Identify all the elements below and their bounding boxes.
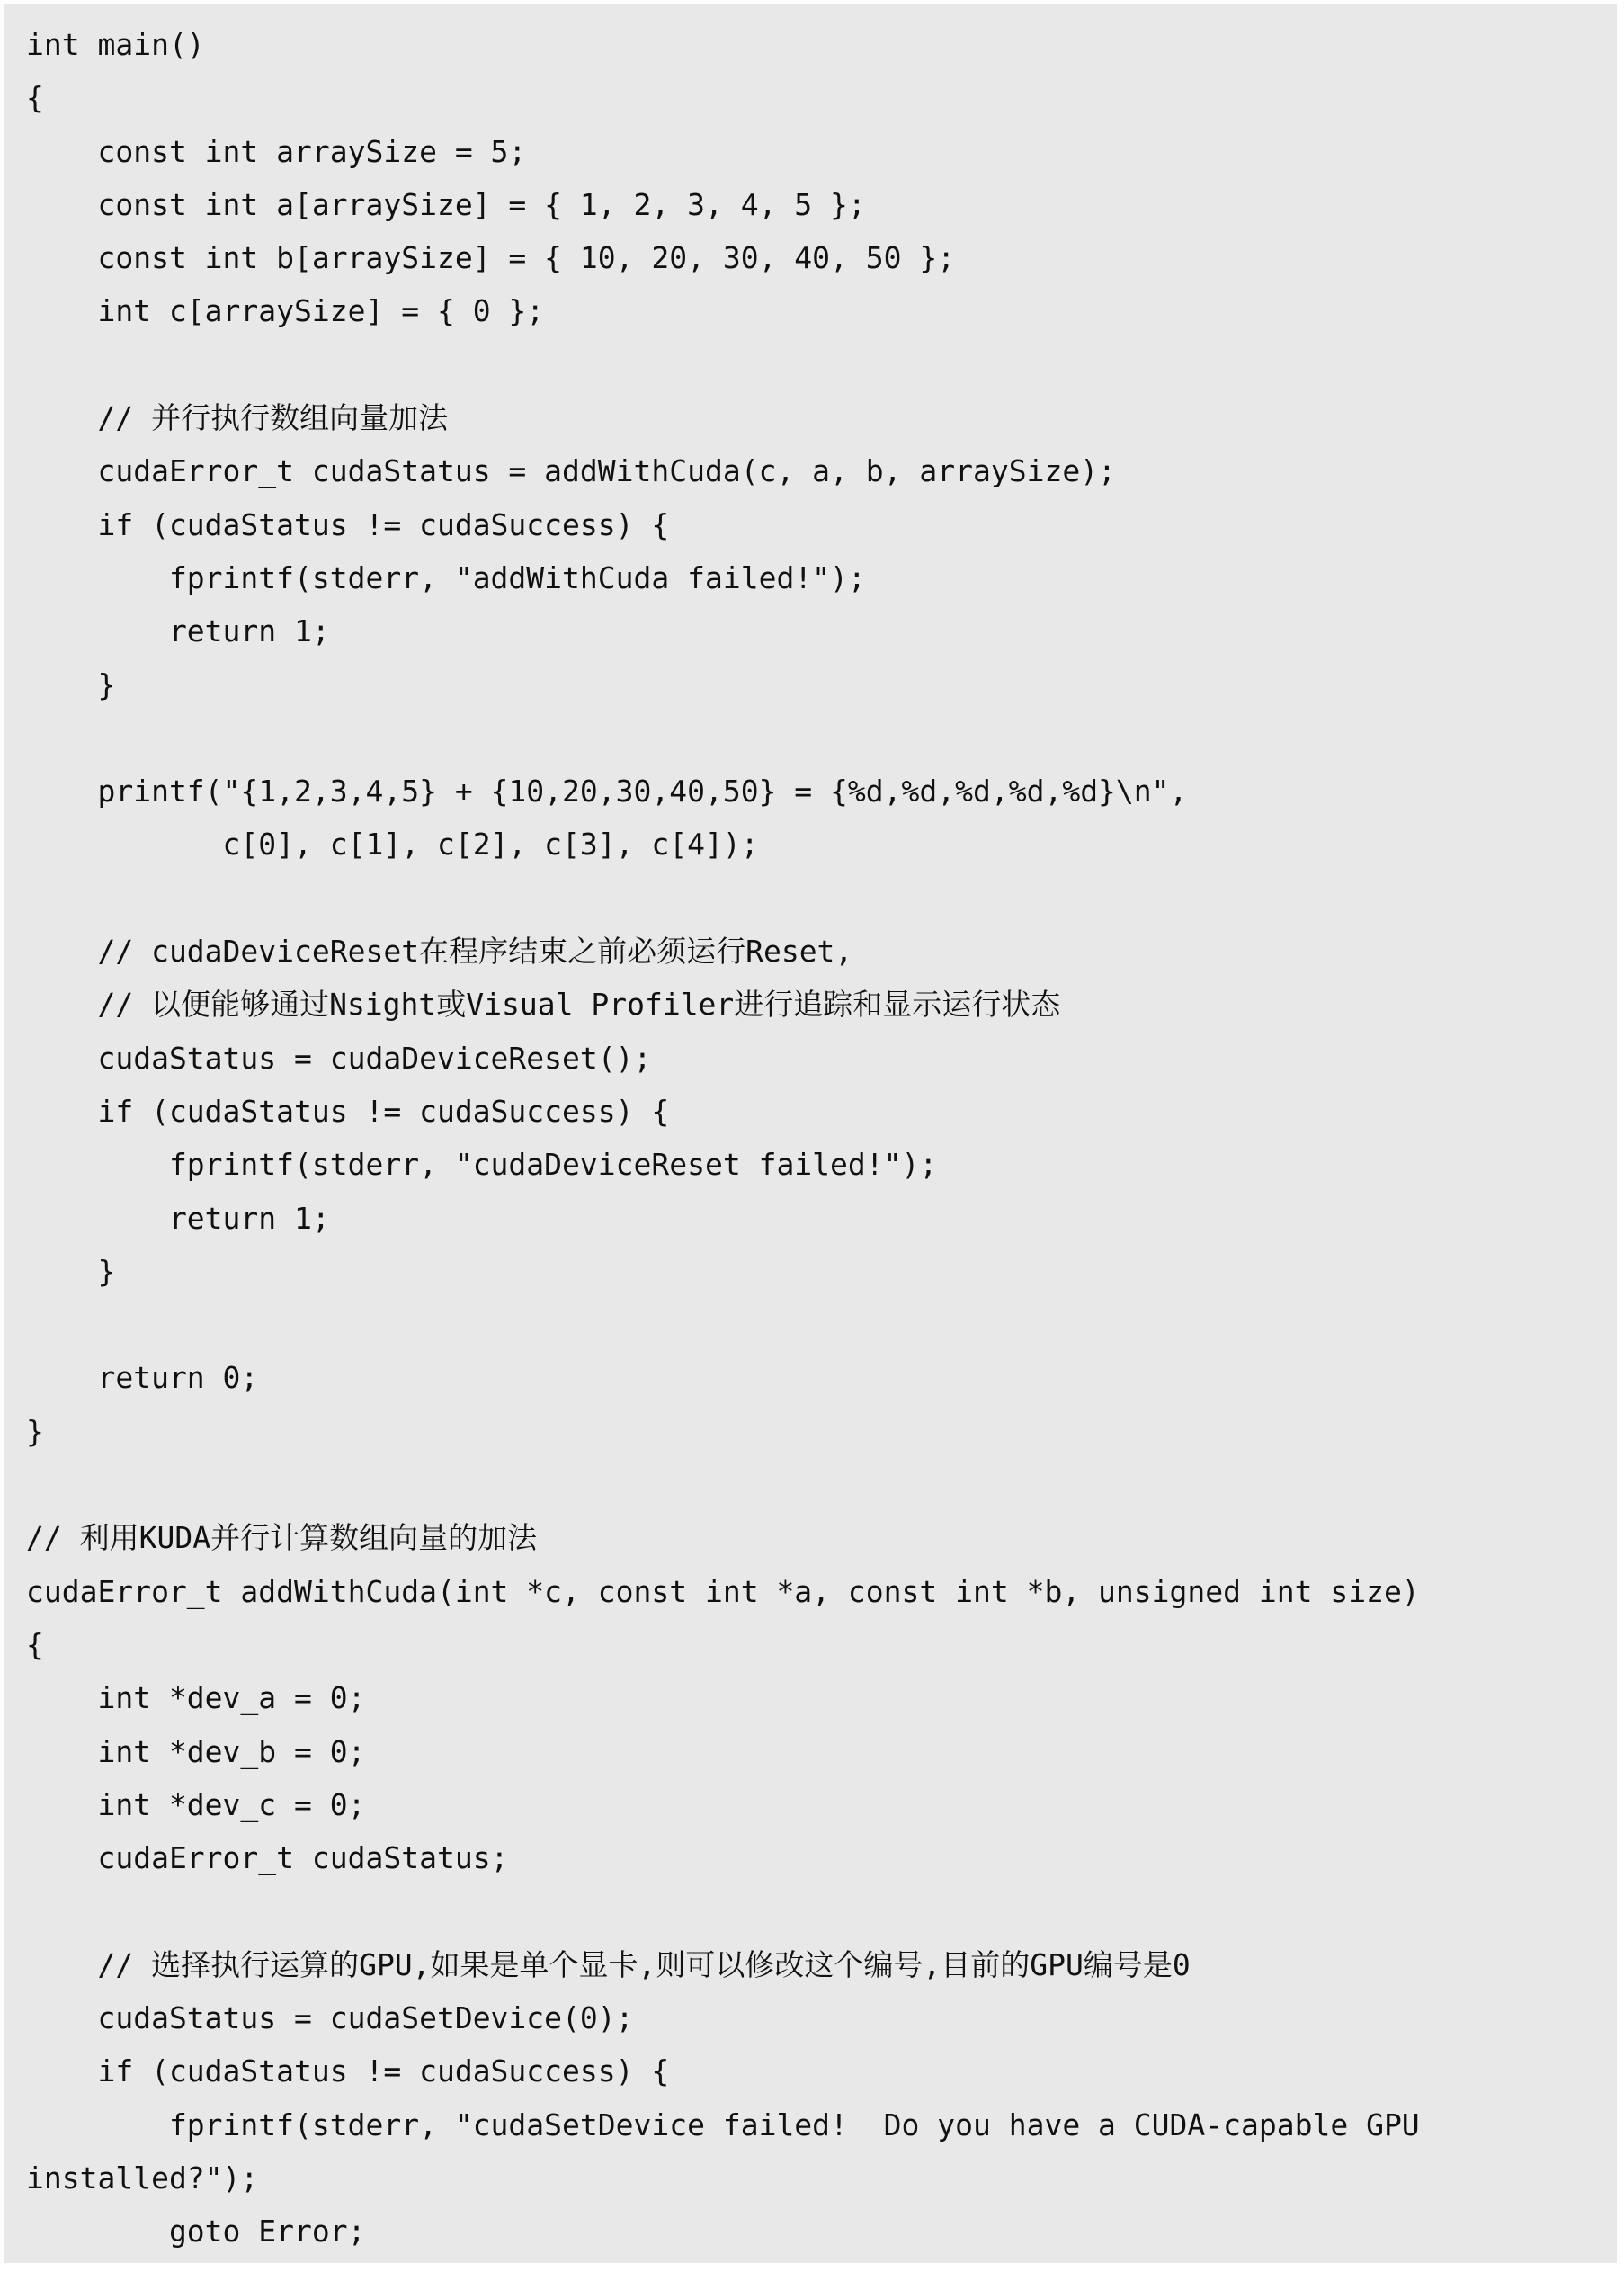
code-line: {: [26, 1626, 44, 1662]
code-line: int *dev_c = 0;: [26, 1786, 366, 1822]
code-line: c[0], c[1], c[2], c[3], c[4]);: [26, 827, 759, 863]
code-line: // 利用KUDA并行计算数组向量的加法: [26, 1520, 538, 1556]
code-line: return 1;: [26, 1200, 330, 1236]
code-line: // cudaDeviceReset在程序结束之前必须运行Reset,: [26, 934, 853, 970]
code-line: if (cudaStatus != cudaSuccess) {: [26, 506, 670, 542]
code-block: [26, 18, 1420, 2258]
code-line: [26, 1298, 1420, 1351]
code-line: [26, 872, 1420, 925]
code-line: fprintf(stderr, "cudaDeviceReset failed!");: [26, 1147, 938, 1183]
code-line: cudaError_t cudaStatus;: [26, 1840, 509, 1876]
code-line: return 1;: [26, 613, 330, 649]
code-panel: [4, 4, 1617, 2263]
code-line: fprintf(stderr, "cudaSetDevice failed! Do you have a CUDA-capable GPU: [26, 2107, 1420, 2142]
code-line: // 以便能够通过Nsight或Visual Profiler进行追踪和显示运行状态: [26, 987, 1061, 1023]
code-line: const int a[arraySize] = { 1, 2, 3, 4, 5 };: [26, 186, 866, 222]
code-line: return 0;: [26, 1360, 259, 1396]
code-line: }: [26, 1253, 116, 1289]
code-line: const int b[arraySize] = { 10, 20, 30, 40, 50 };: [26, 240, 956, 276]
code-line: const int arraySize = 5;: [26, 133, 527, 169]
code-line: if (cudaStatus != cudaSuccess) {: [26, 2053, 670, 2089]
code-line: cudaStatus = cudaSetDevice(0);: [26, 1999, 634, 2035]
code-line: }: [26, 1413, 44, 1449]
code-line: cudaError_t cudaStatus = addWithCuda(c, a, b, arraySize);: [26, 453, 1116, 489]
code-line: cudaStatus = cudaDeviceReset();: [26, 1040, 652, 1076]
code-line: if (cudaStatus != cudaSuccess) {: [26, 1093, 670, 1129]
code-line: int main(): [26, 27, 205, 62]
code-line: // 选择执行运算的GPU,如果是单个显卡,则可以修改这个编号,目前的GPU编号是0: [26, 1946, 1191, 1982]
code-line: fprintf(stderr, "addWithCuda failed!");: [26, 559, 866, 595]
code-line: int *dev_a = 0;: [26, 1680, 366, 1716]
code-line: {: [26, 80, 44, 116]
code-line: goto Error;: [26, 2214, 366, 2250]
code-line: installed?");: [26, 2160, 259, 2196]
code-line: [26, 338, 1420, 391]
code-line: cudaError_t addWithCuda(int *c, const int *a, const int *b, unsigned int size): [26, 1573, 1420, 1609]
code-line: }: [26, 666, 116, 702]
code-line: // 并行执行数组向量加法: [26, 400, 449, 436]
code-line: printf("{1,2,3,4,5} + {10,20,30,40,50} = {%d,%d,%d,%d,%d}\n",: [26, 774, 1188, 810]
code-line: int *dev_b = 0;: [26, 1733, 366, 1769]
code-line: int c[arraySize] = { 0 };: [26, 293, 545, 329]
code-line: [26, 1884, 1420, 1937]
code-line: [26, 1458, 1420, 1511]
code-line: [26, 711, 1420, 765]
